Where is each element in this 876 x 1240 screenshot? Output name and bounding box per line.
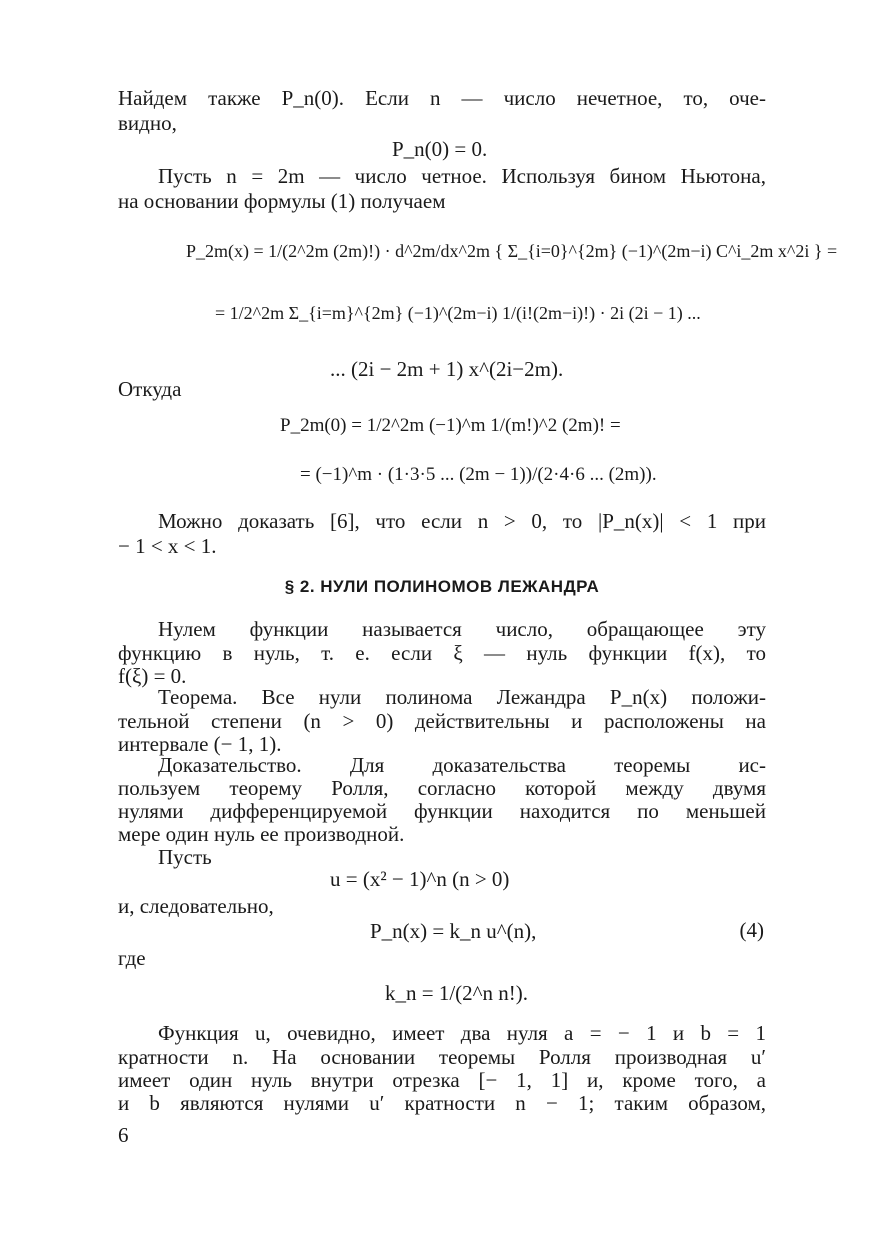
equation-p2m-line1: P_2m(x) = 1/(2^2m (2m)!) · d^2m/dx^2m { Σ_{i=0}^{2m} (−1)^(2m−i) C^i_2m x^2i } = <box>186 241 838 261</box>
section-heading: § 2. НУЛИ ПОЛИНОМОВ ЛЕЖАНДРА <box>284 577 600 596</box>
text-line: тельной степени (n > 0) действительны и расположены на <box>118 709 766 733</box>
text-line: пользуем теорему Ролля, согласно которой между двумя <box>118 776 766 800</box>
text-line: и b являются нулями u′ кратности n − 1; таким образом, <box>118 1091 766 1115</box>
equation-p2m-line3: ... (2i − 2m + 1) x^(2i−2m). <box>330 357 564 381</box>
text-line: Можно доказать [6], что если n > 0, то |P_n(x)| < 1 при <box>158 509 766 533</box>
text-line: Откуда <box>118 377 182 401</box>
text-line: имеет один нуль внутри отрезка [− 1, 1] и, кроме того, a <box>118 1068 766 1092</box>
equation-p2m0-line2: = (−1)^m · (1·3·5 ... (2m − 1))/(2·4·6 ... (2m)). <box>300 464 657 485</box>
equation-p2m-line2: = 1/2^2m Σ_{i=m}^{2m} (−1)^(2m−i) 1/(i!(2m−i)!) · 2i (2i − 1) ... <box>215 303 701 323</box>
equation-4: P_n(x) = k_n u^(n), <box>370 919 537 943</box>
text-line: видно, <box>118 111 177 135</box>
proof-line: Доказательство. Для доказательства теоремы ис- <box>158 753 766 777</box>
text-line: нулями дифференцируемой функции находится по меньшей <box>118 799 766 823</box>
text-line: Найдем также P_n(0). Если n — число нечетное, то, оче- <box>118 86 766 110</box>
text-line: интервале (− 1, 1). <box>118 732 282 756</box>
text-line: функцию в нуль, т. е. если ξ — нуль функции f(x), то <box>118 641 766 665</box>
text-line: кратности n. На основании теоремы Ролля производная u′ <box>118 1045 766 1069</box>
equation-u: u = (x² − 1)^n (n > 0) <box>330 867 510 891</box>
theorem-line: Теорема. Все нули полинома Лежандра P_n(x) положи- <box>158 685 766 709</box>
text-line: Пусть n = 2m — число четное. Используя бином Ньютона, <box>158 164 766 188</box>
equation-p2m0-line1: P_2m(0) = 1/2^2m (−1)^m 1/(m!)^2 (2m)! = <box>280 415 621 436</box>
text-line: и, следовательно, <box>118 894 274 918</box>
text-line: мере один нуль ее производной. <box>118 822 405 846</box>
equation-kn: k_n = 1/(2^n n!). <box>385 981 529 1005</box>
text-line: Функция u, очевидно, имеет два нуля a = − 1 и b = 1 <box>158 1021 766 1045</box>
text-line: − 1 < x < 1. <box>118 534 217 558</box>
text-line: где <box>118 946 146 970</box>
text-line: на основании формулы (1) получаем <box>118 189 446 213</box>
text-line: Нулем функции называется число, обращающее эту <box>158 617 766 641</box>
equation-pn0: P_n(0) = 0. <box>392 137 488 161</box>
equation-number: (4) <box>739 918 764 942</box>
text-line: f(ξ) = 0. <box>118 664 187 688</box>
text-line: Пусть <box>158 845 212 869</box>
page-number: 6 <box>118 1123 129 1147</box>
